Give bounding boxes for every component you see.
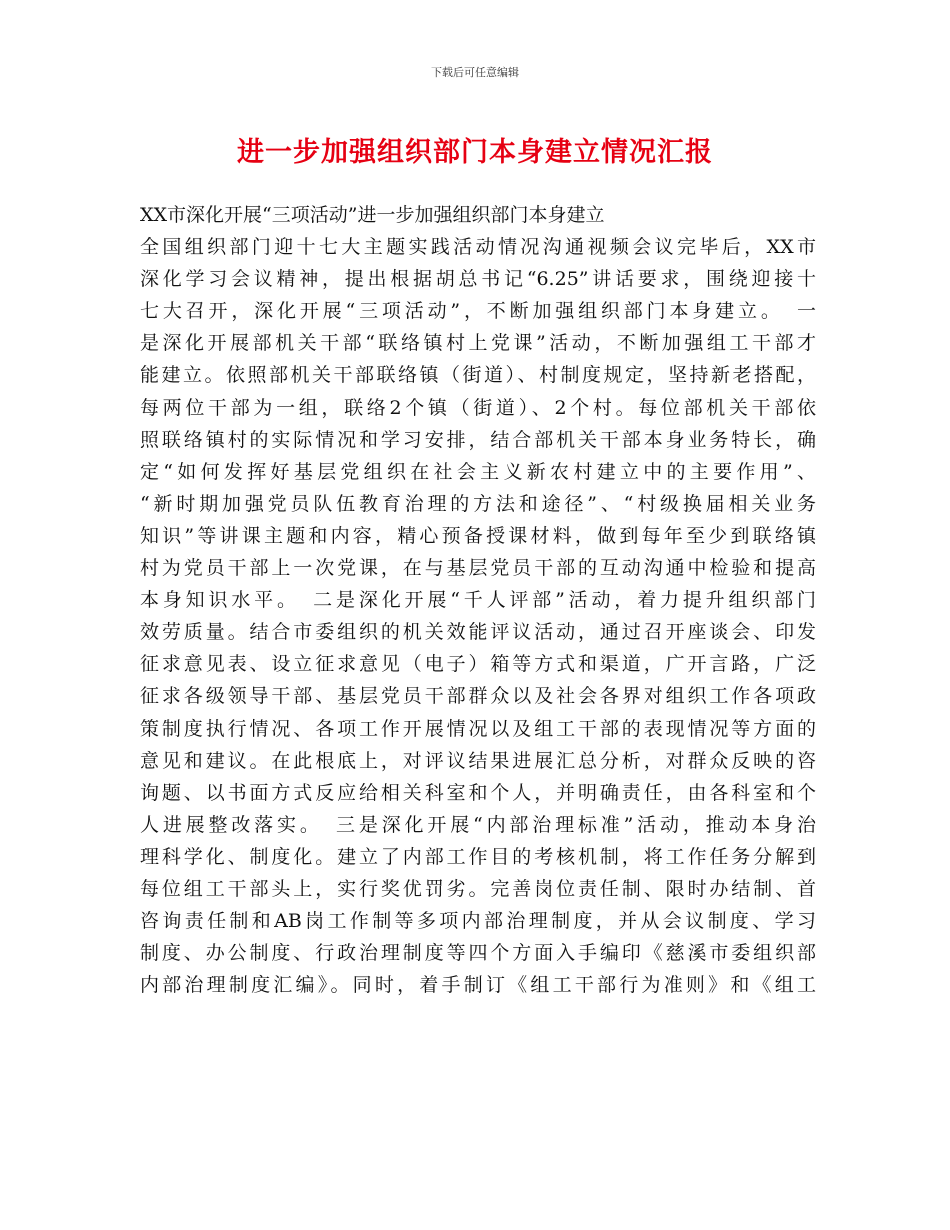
body-line: 理科学化、制度化。建立了内部工作目的考核机制，将工作任务分解到 bbox=[140, 845, 816, 868]
body-line: 人进展整改落实。 三是深化开展“内部治理标准”活动，推动本身治 bbox=[140, 813, 816, 836]
body-line: 照联络镇村的实际情况和学习安排，结合部机关干部本身业务特长，确 bbox=[140, 428, 816, 451]
body-line: 每位组工干部头上，实行奖优罚劣。完善岗位责任制、限时办结制、首 bbox=[140, 877, 816, 900]
body-line: 询题、以书面方式反应给相关科室和个人，并明确责任，由各科室和个 bbox=[140, 781, 816, 804]
body-line: 征求意见表、设立征求意见（电子）箱等方式和渠道，广开言路，广泛 bbox=[140, 653, 816, 676]
body-line: 策制度执行情况、各项工作开展情况以及组工干部的表现情况等方面的 bbox=[140, 717, 816, 740]
body-line: 意见和建议。在此根底上，对评议结果进展汇总分析，对群众反映的咨 bbox=[140, 749, 816, 772]
body-line: 村为党员干部上一次党课，在与基层党员干部的互动沟通中检验和提高 bbox=[140, 557, 816, 580]
body-line: XX市深化开展“三项活动”进一步加强组织部门本身建立 bbox=[140, 204, 605, 226]
body-line: 能建立。依照部机关干部联络镇（街道）、村制度规定，坚持新老搭配， bbox=[140, 364, 816, 387]
body-line: 全国组织部门迎十七大主题实践活动情况沟通视频会议完毕后，XX市 bbox=[140, 236, 816, 259]
body-line: 每两位干部为一组，联络2个镇（街道）、2个村。每位部机关干部依 bbox=[140, 396, 816, 419]
body-line: 深化学习会议精神，提出根据胡总书记“6.25”讲话要求，围绕迎接十 bbox=[140, 268, 816, 291]
body-line: 知识”等讲课主题和内容，精心预备授课材料，做到每年至少到联络镇 bbox=[140, 524, 816, 547]
body-line: 制度、办公制度、行政治理制度等四个方面入手编印《慈溪市委组织部 bbox=[140, 942, 816, 965]
header-note: 下载后可任意编辑 bbox=[431, 66, 519, 79]
document-title: 进一步加强组织部门本身建立情况汇报 bbox=[237, 137, 713, 168]
body-line: 征求各级领导干部、基层党员干部群众以及社会各界对组织工作各项政 bbox=[140, 685, 816, 708]
body-line: 咨询责任制和AB岗工作制等多项内部治理制度，并从会议制度、学习 bbox=[140, 910, 816, 933]
body-line: 七大召开，深化开展“三项活动”，不断加强组织部门本身建立。 一 bbox=[140, 300, 816, 323]
body-line: 本身知识水平。 二是深化开展“千人评部”活动，着力提升组织部门 bbox=[140, 589, 816, 612]
document-body bbox=[140, 199, 816, 1001]
body-line: “新时期加强党员队伍教育治理的方法和途径”、“村级换届相关业务 bbox=[140, 492, 816, 515]
body-line: 效劳质量。结合市委组织的机关效能评议活动，通过召开座谈会、印发 bbox=[140, 621, 816, 644]
body-line: 定“如何发挥好基层党组织在社会主义新农村建立中的主要作用”、 bbox=[140, 460, 816, 483]
body-line: 是深化开展部机关干部“联络镇村上党课”活动，不断加强组工干部才 bbox=[140, 332, 816, 355]
body-line: 内部治理制度汇编》。同时，着手制订《组工干部行为准则》和《组工 bbox=[140, 974, 816, 997]
